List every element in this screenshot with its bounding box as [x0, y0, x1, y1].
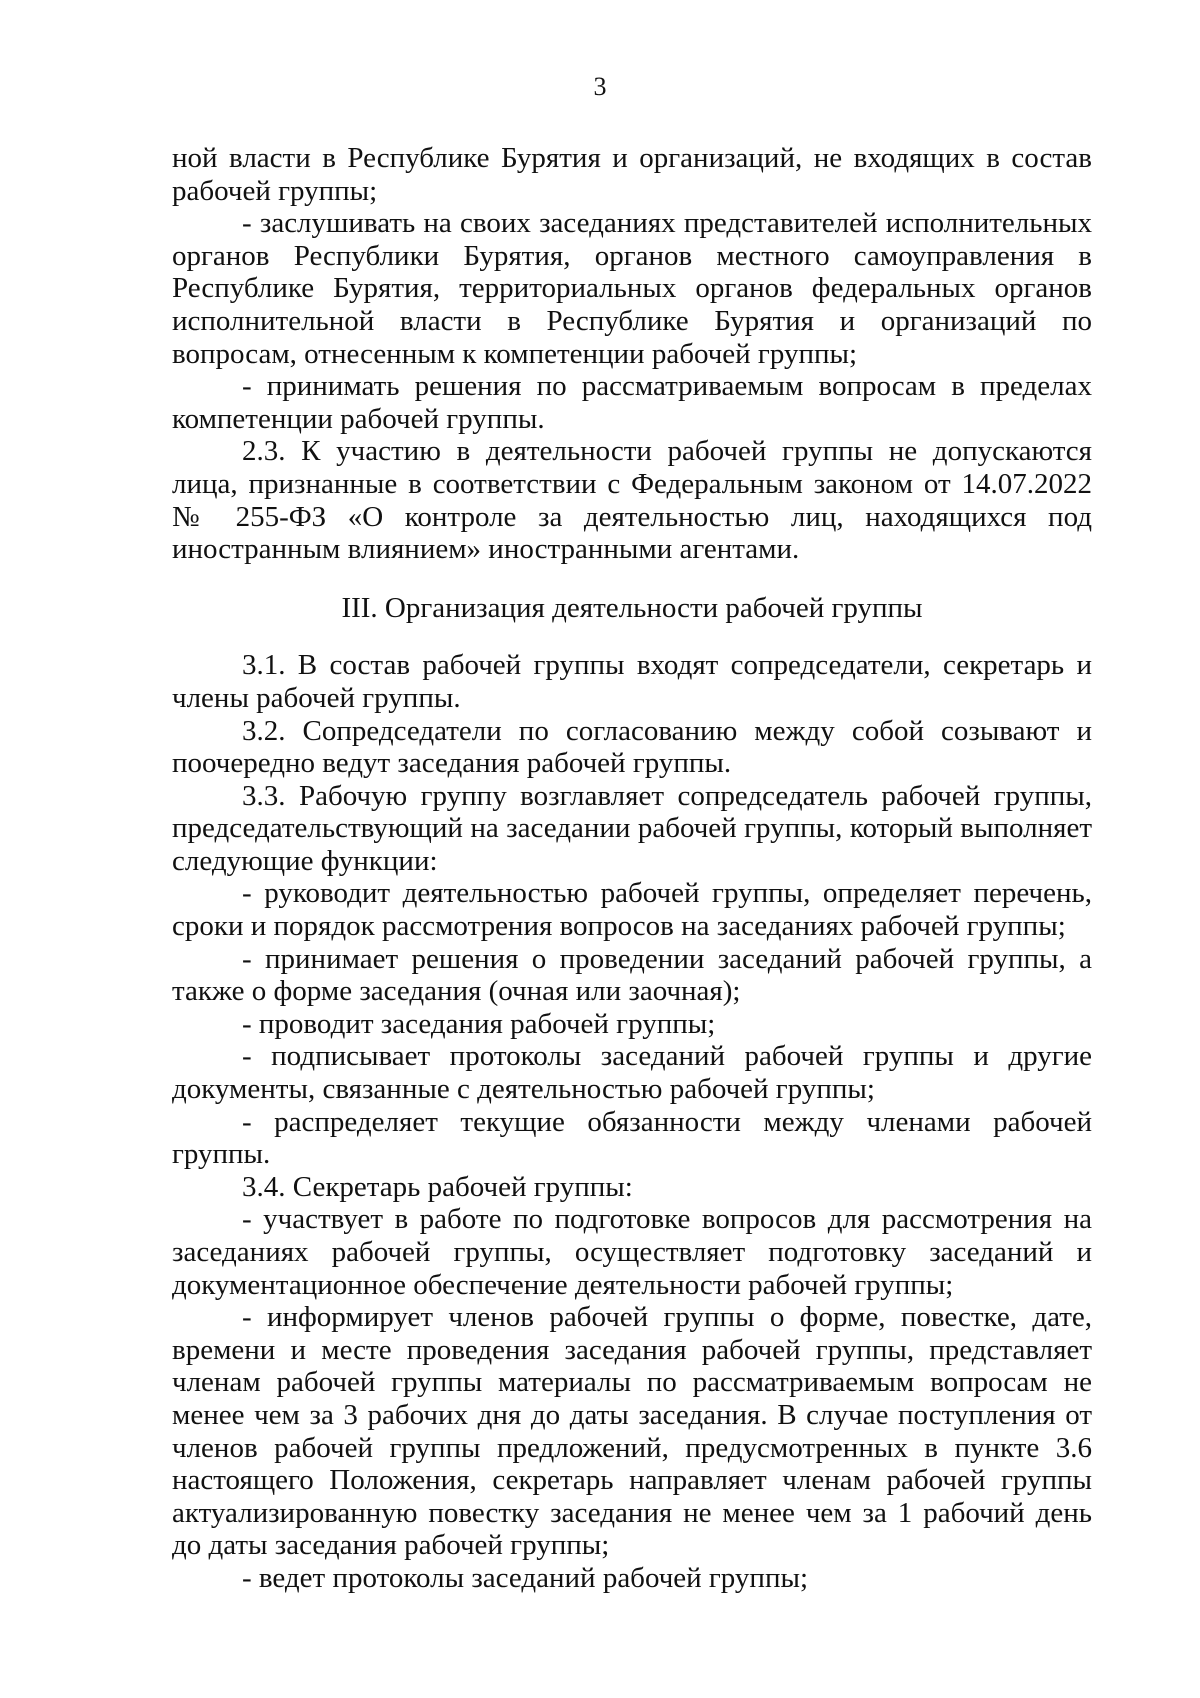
paragraph: - принимает решения о проведении заседаний рабочей группы, а также о форме заседания (очная или заочная);	[172, 942, 1092, 1008]
paragraph: 3.4. Секретарь рабочей группы:	[242, 1170, 633, 1203]
paragraph: 2.3. К участию в деятельности рабочей группы не допускаются лица, признанные в соответствии с Федеральным законом от 14.07.2022 № 255-ФЗ «О контроле за деятельностью лиц, находящихся под иностранным влиянием» иностранными агентами.	[172, 435, 1092, 566]
paragraph: - информирует членов рабочей группы о форме, повестке, дате, времени и месте проведения заседания рабочей группы, представляет членам рабочей группы материалы по рассматриваемым вопросам не менее чем за 3 рабочих дня до даты заседания. В случае поступления от членов рабочей группы предложений, предусмотренных в пункте 3.6 настоящего Положения, секретарь направляет членам рабочей группы актуализированную повестку заседания не менее чем за 1 рабочий день до даты заседания рабочей группы;	[172, 1301, 1092, 1562]
paragraph: ной власти в Республике Бурятия и организаций, не входящих в состав рабочей группы;	[172, 142, 1092, 207]
paragraph: - руководит деятельностью рабочей группы, определяет перечень, сроки и порядок рассмотрения вопросов на заседаниях рабочей группы;	[172, 877, 1092, 943]
paragraph: 3.3. Рабочую группу возглавляет сопредседатель рабочей группы, председательствующий на заседании рабочей группы, который выполняет следующие функции:	[172, 779, 1092, 877]
paragraph: - подписывает протоколы заседаний рабочей группы и другие документы, связанные с деятельностью рабочей группы;	[172, 1040, 1092, 1106]
paragraph: 3.1. В состав рабочей группы входят сопредседатели, секретарь и члены рабочей группы.	[172, 649, 1092, 714]
page-number: 3	[593, 72, 607, 101]
paragraph: - принимать решения по рассматриваемым вопросам в пределах компетенции рабочей группы.	[172, 370, 1092, 435]
section-heading: III. Организация деятельности рабочей группы	[341, 591, 923, 624]
paragraph: - проводит заседания рабочей группы;	[242, 1007, 716, 1040]
paragraph: - ведет протоколы заседаний рабочей группы;	[242, 1561, 809, 1594]
paragraph: - заслушивать на своих заседаниях представителей исполнительных органов Республики Бурятия, органов местного самоуправления в Республике Бурятия, территориальных органов федеральных органов исполнительной власти в Республике Бурятия и организаций по вопросам, отнесенным к компетенции рабочей группы;	[172, 207, 1092, 370]
paragraph: - распределяет текущие обязанности между членами рабочей группы.	[172, 1105, 1092, 1171]
paragraph: - участвует в работе по подготовке вопросов для рассмотрения на заседаниях рабочей группы, осуществляет подготовку заседаний и документационное обеспечение деятельности рабочей группы;	[172, 1203, 1092, 1301]
paragraph: 3.2. Сопредседатели по согласованию между собой созывают и поочередно ведут заседания рабочей группы.	[172, 714, 1092, 780]
document-body	[172, 142, 1092, 1595]
